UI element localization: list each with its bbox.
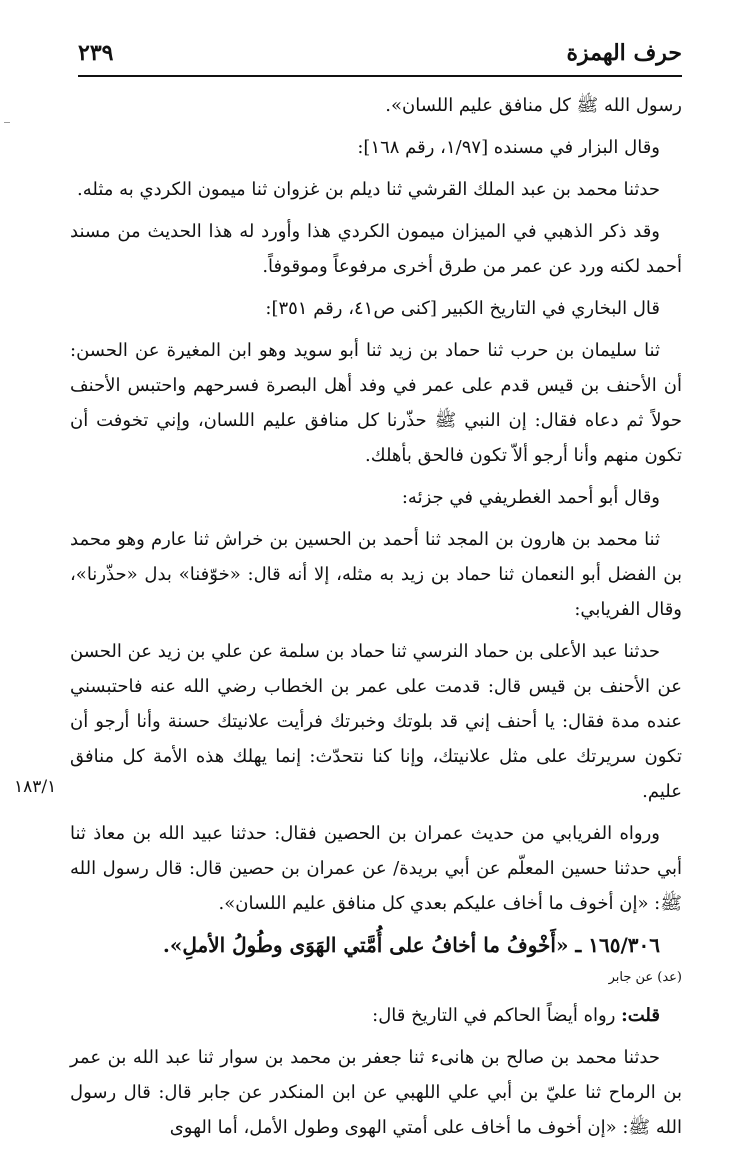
hadith-heading: ١٦٥/٣٠٦ ـ «أَخْوفُ ما أخافُ على أُمَّتي الهَوَى وطُولُ الأملِ». (162, 933, 660, 957)
paragraph-imran-narration: ورواه الفريابي من حديث عمران بن الحصين فقال: حدثنا عبيد الله بن معاذ ثنا أبي حدثنا حسين المعلّم عن أبي بريدة/ عن عمران بن حصين قال: قال رسول الله ﷺ: «إن أخوف ما أخاف عليكم بعدي كل منافق عليم اللسان». (70, 823, 682, 914)
paragraph-hakim-chain: حدثنا محمد بن صالح بن هانىء ثنا جعفر بن محمد بن سوار ثنا عبد الله بن عمر بن الرماح ثنا عليّ بن أبي علي اللهبي عن ابن المنكدر عن جابر قال: قال رسول الله ﷺ: «إن أخوف ما أخاف على أمتي الهوى وطول الأمل، أما الهوى (70, 1047, 682, 1138)
paragraph-bukhari-citation: قال البخاري في التاريخ الكبير [كنى ص٤١، رقم ٣٥١]: (265, 298, 660, 319)
page-header (78, 40, 682, 78)
paragraph-bukhari-chain: ثنا سليمان بن حرب ثنا حماد بن زيد ثنا أبو سويد وهو ابن المغيرة عن الحسن: أن الأحنف بن قيس قدم على عمر في وفد أهل البصرة فسرحهم واحتبس الأحنف حولاً ثم دعاه فقال: إن النبي ﷺ حذّرنا كل منافق عليم اللسان، وإني تخوفت أن تكون منهم وأنا أرجو ألاّ تكون فالحق بأهلك. (70, 340, 682, 466)
paragraph-dhahabi-note: وقد ذكر الذهبي في الميزان ميمون الكردي هذا وأورد له هذا الحديث من مسند أحمد لكنه ورد عن عمر من طرق أخرى مرفوعاً وموقوفاً. (70, 221, 682, 277)
paragraph-bazzar-chain: حدثنا محمد بن عبد الملك القرشي ثنا ديلم بن غزوان ثنا ميمون الكردي به مثله. (77, 179, 660, 200)
paragraph-ghitrifi-chain: ثنا محمد بن هارون بن المجد ثنا أحمد بن الحسين بن خراش ثنا عارم وهو محمد بن الفضل أبو النعمان ثنا حماد بن زيد به مثله، إلا أنه قال: «خوّفنا» بدل «حذّرنا»، وقال الفريابي: (70, 529, 682, 620)
running-title: حرف الهمزة (566, 40, 682, 66)
page-number: ٢٣٩ (78, 40, 114, 66)
margin-page-reference: ١٨٣/١ (14, 777, 57, 797)
qultu-marker: قلت: (621, 1005, 660, 1026)
hadith-source-note: (عد) عن جابر (608, 970, 682, 985)
paragraph-continuation: رسول الله ﷺ كل منافق عليم اللسان». (385, 95, 682, 116)
header-rule (78, 75, 682, 77)
scan-edge-mark (4, 122, 10, 123)
page-body (70, 88, 682, 1152)
paragraph-bazzar-citation: وقال البزار في مسنده [١/٩٧، رقم ١٦٨]: (357, 137, 660, 158)
paragraph-ghitrifi-citation: وقال أبو أحمد الغطريفي في جزئه: (401, 487, 660, 508)
hakim-citation-text: رواه أيضاً الحاكم في التاريخ قال: (372, 1005, 622, 1026)
paragraph-hakim-citation (70, 998, 682, 1033)
paragraph-faryabi-chain: حدثنا عبد الأعلى بن حماد النرسي ثنا حماد بن سلمة عن علي بن زيد عن الحسن عن الأحنف بن قيس قال: قدمت على عمر بن الخطاب رضي الله عنه فاحتبسني عنده مدة فقال: يا أحنف إني قد بلوتك وخبرتك فرأيت علانيتك حسنة وأنا أرجو أن تكون سريرتك على مثل علانيتك، وإنا كنا نتحدّث: إنما يهلك هذه الأمة كل منافق عليم. (70, 641, 682, 802)
